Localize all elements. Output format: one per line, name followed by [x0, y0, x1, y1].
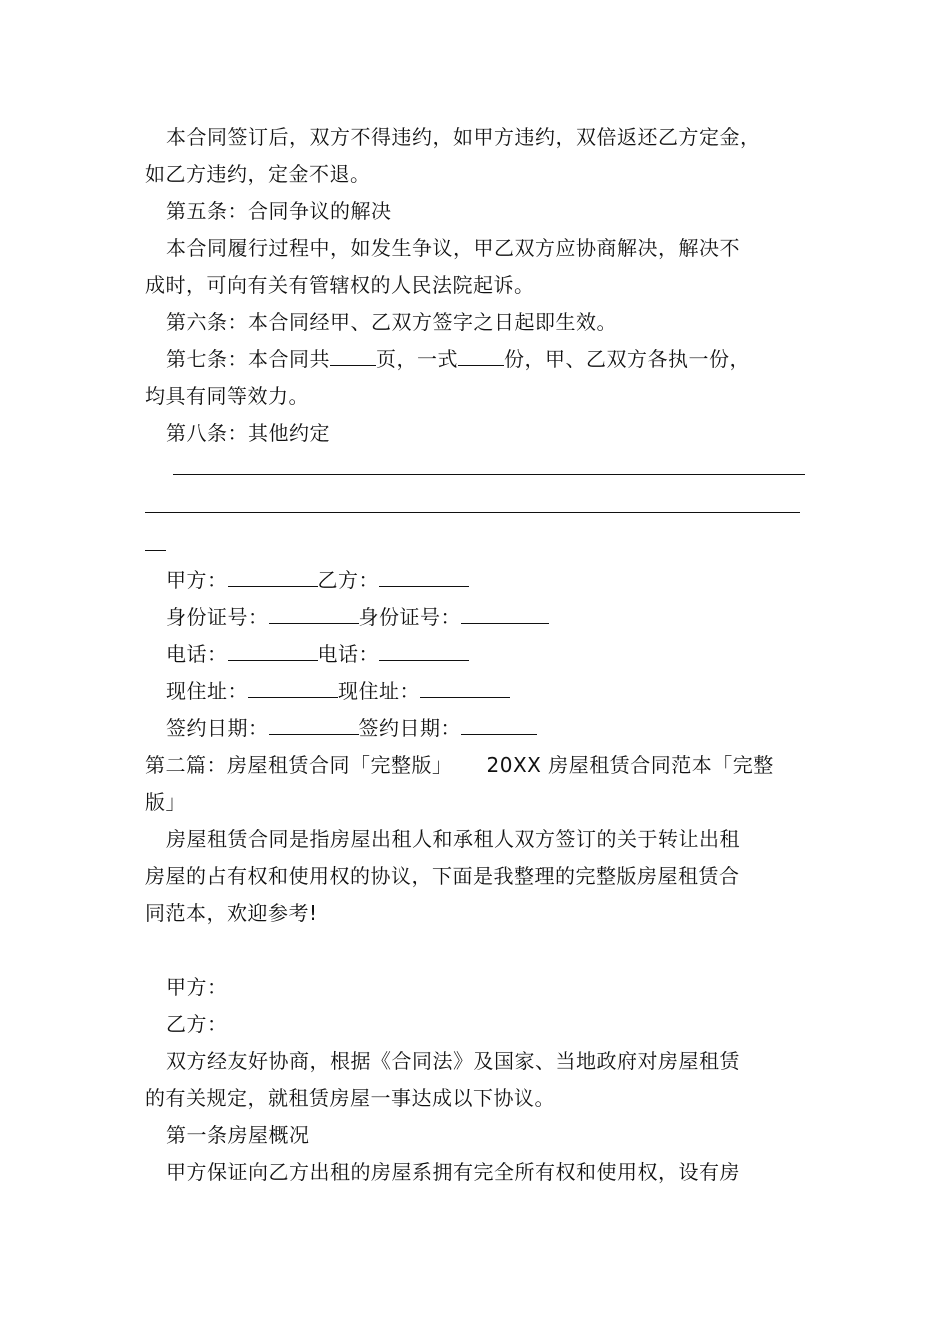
article-8-heading: 第八条：其他约定 — [166, 421, 330, 445]
intro-text-line: 同范本，欢迎参考! — [145, 901, 318, 925]
party-a-label: 甲方： — [166, 568, 228, 592]
id-a-label: 身份证号： — [166, 605, 269, 629]
signature-blank — [269, 605, 359, 624]
signature-blank — [269, 716, 359, 735]
date-b-label: 签约日期： — [358, 716, 461, 740]
addr-b-label: 现住址： — [338, 679, 420, 703]
article-7-text — [166, 346, 750, 372]
addr-a-label: 现住址： — [166, 679, 248, 703]
section-2-heading-continuation: 版」 — [145, 790, 186, 814]
article-1-text-line: 甲方保证向乙方出租的房屋系拥有完全所有权和使用权，设有房 — [166, 1160, 740, 1184]
page-count-blank — [330, 347, 376, 366]
signature-blank — [461, 716, 537, 735]
intro-text-line: 房屋租赁合同是指房屋出租人和承租人双方签订的关于转让出租 — [166, 827, 740, 851]
other-terms-blank-line — [145, 550, 166, 551]
signature-row-id — [166, 604, 549, 630]
copy-count-blank — [458, 347, 504, 366]
clause-text-line: 本合同签订后，双方不得违约，如甲方违约，双倍返还乙方定金， — [166, 125, 761, 149]
article-7-part3: 份，甲、乙双方各执一份， — [504, 347, 750, 371]
signature-blank — [420, 679, 510, 698]
other-terms-blank-line — [145, 512, 800, 513]
agreement-text-line: 的有关规定，就租赁房屋一事达成以下协议。 — [145, 1086, 555, 1110]
phone-b-label: 电话： — [317, 642, 379, 666]
article-6-text: 第六条：本合同经甲、乙双方签字之日起即生效。 — [166, 310, 617, 334]
phone-a-label: 电话： — [166, 642, 228, 666]
clause-text-line: 成时，可向有关有管辖权的人民法院起诉。 — [145, 273, 535, 297]
signature-blank — [379, 568, 469, 587]
section-2-heading — [145, 752, 774, 778]
clause-text-line: 本合同履行过程中，如发生争议，甲乙双方应协商解决，解决不 — [166, 236, 740, 260]
party-b-field: 乙方： — [166, 1012, 228, 1036]
clause-text-line: 如乙方违约，定金不退。 — [145, 162, 371, 186]
other-terms-blank-line — [173, 474, 805, 475]
signature-blank — [379, 642, 469, 661]
section-2-heading-part1: 第二篇：房屋租赁合同「完整版」 — [145, 753, 453, 777]
signature-row-date — [166, 715, 537, 741]
party-b-label: 乙方： — [317, 568, 379, 592]
signature-blank — [228, 642, 318, 661]
signature-blank — [461, 605, 549, 624]
article-7-part2: 页，一式 — [376, 347, 458, 371]
article-7-part1: 第七条：本合同共 — [166, 347, 330, 371]
article-1-heading: 第一条房屋概况 — [166, 1123, 310, 1147]
article-7-continuation: 均具有同等效力。 — [145, 384, 309, 408]
agreement-text-line: 双方经友好协商，根据《合同法》及国家、当地政府对房屋租赁 — [166, 1049, 740, 1073]
intro-text-line: 房屋的占有权和使用权的协议，下面是我整理的完整版房屋租赁合 — [145, 864, 740, 888]
signature-row-phone — [166, 641, 469, 667]
signature-blank — [248, 679, 338, 698]
signature-row-parties — [166, 567, 469, 593]
article-5-heading: 第五条：合同争议的解决 — [166, 199, 392, 223]
party-a-field: 甲方： — [166, 975, 228, 999]
section-2-heading-part2: 20XX 房屋租赁合同范本「完整 — [486, 753, 774, 777]
signature-row-address — [166, 678, 510, 704]
id-b-label: 身份证号： — [358, 605, 461, 629]
signature-blank — [228, 568, 318, 587]
date-a-label: 签约日期： — [166, 716, 269, 740]
